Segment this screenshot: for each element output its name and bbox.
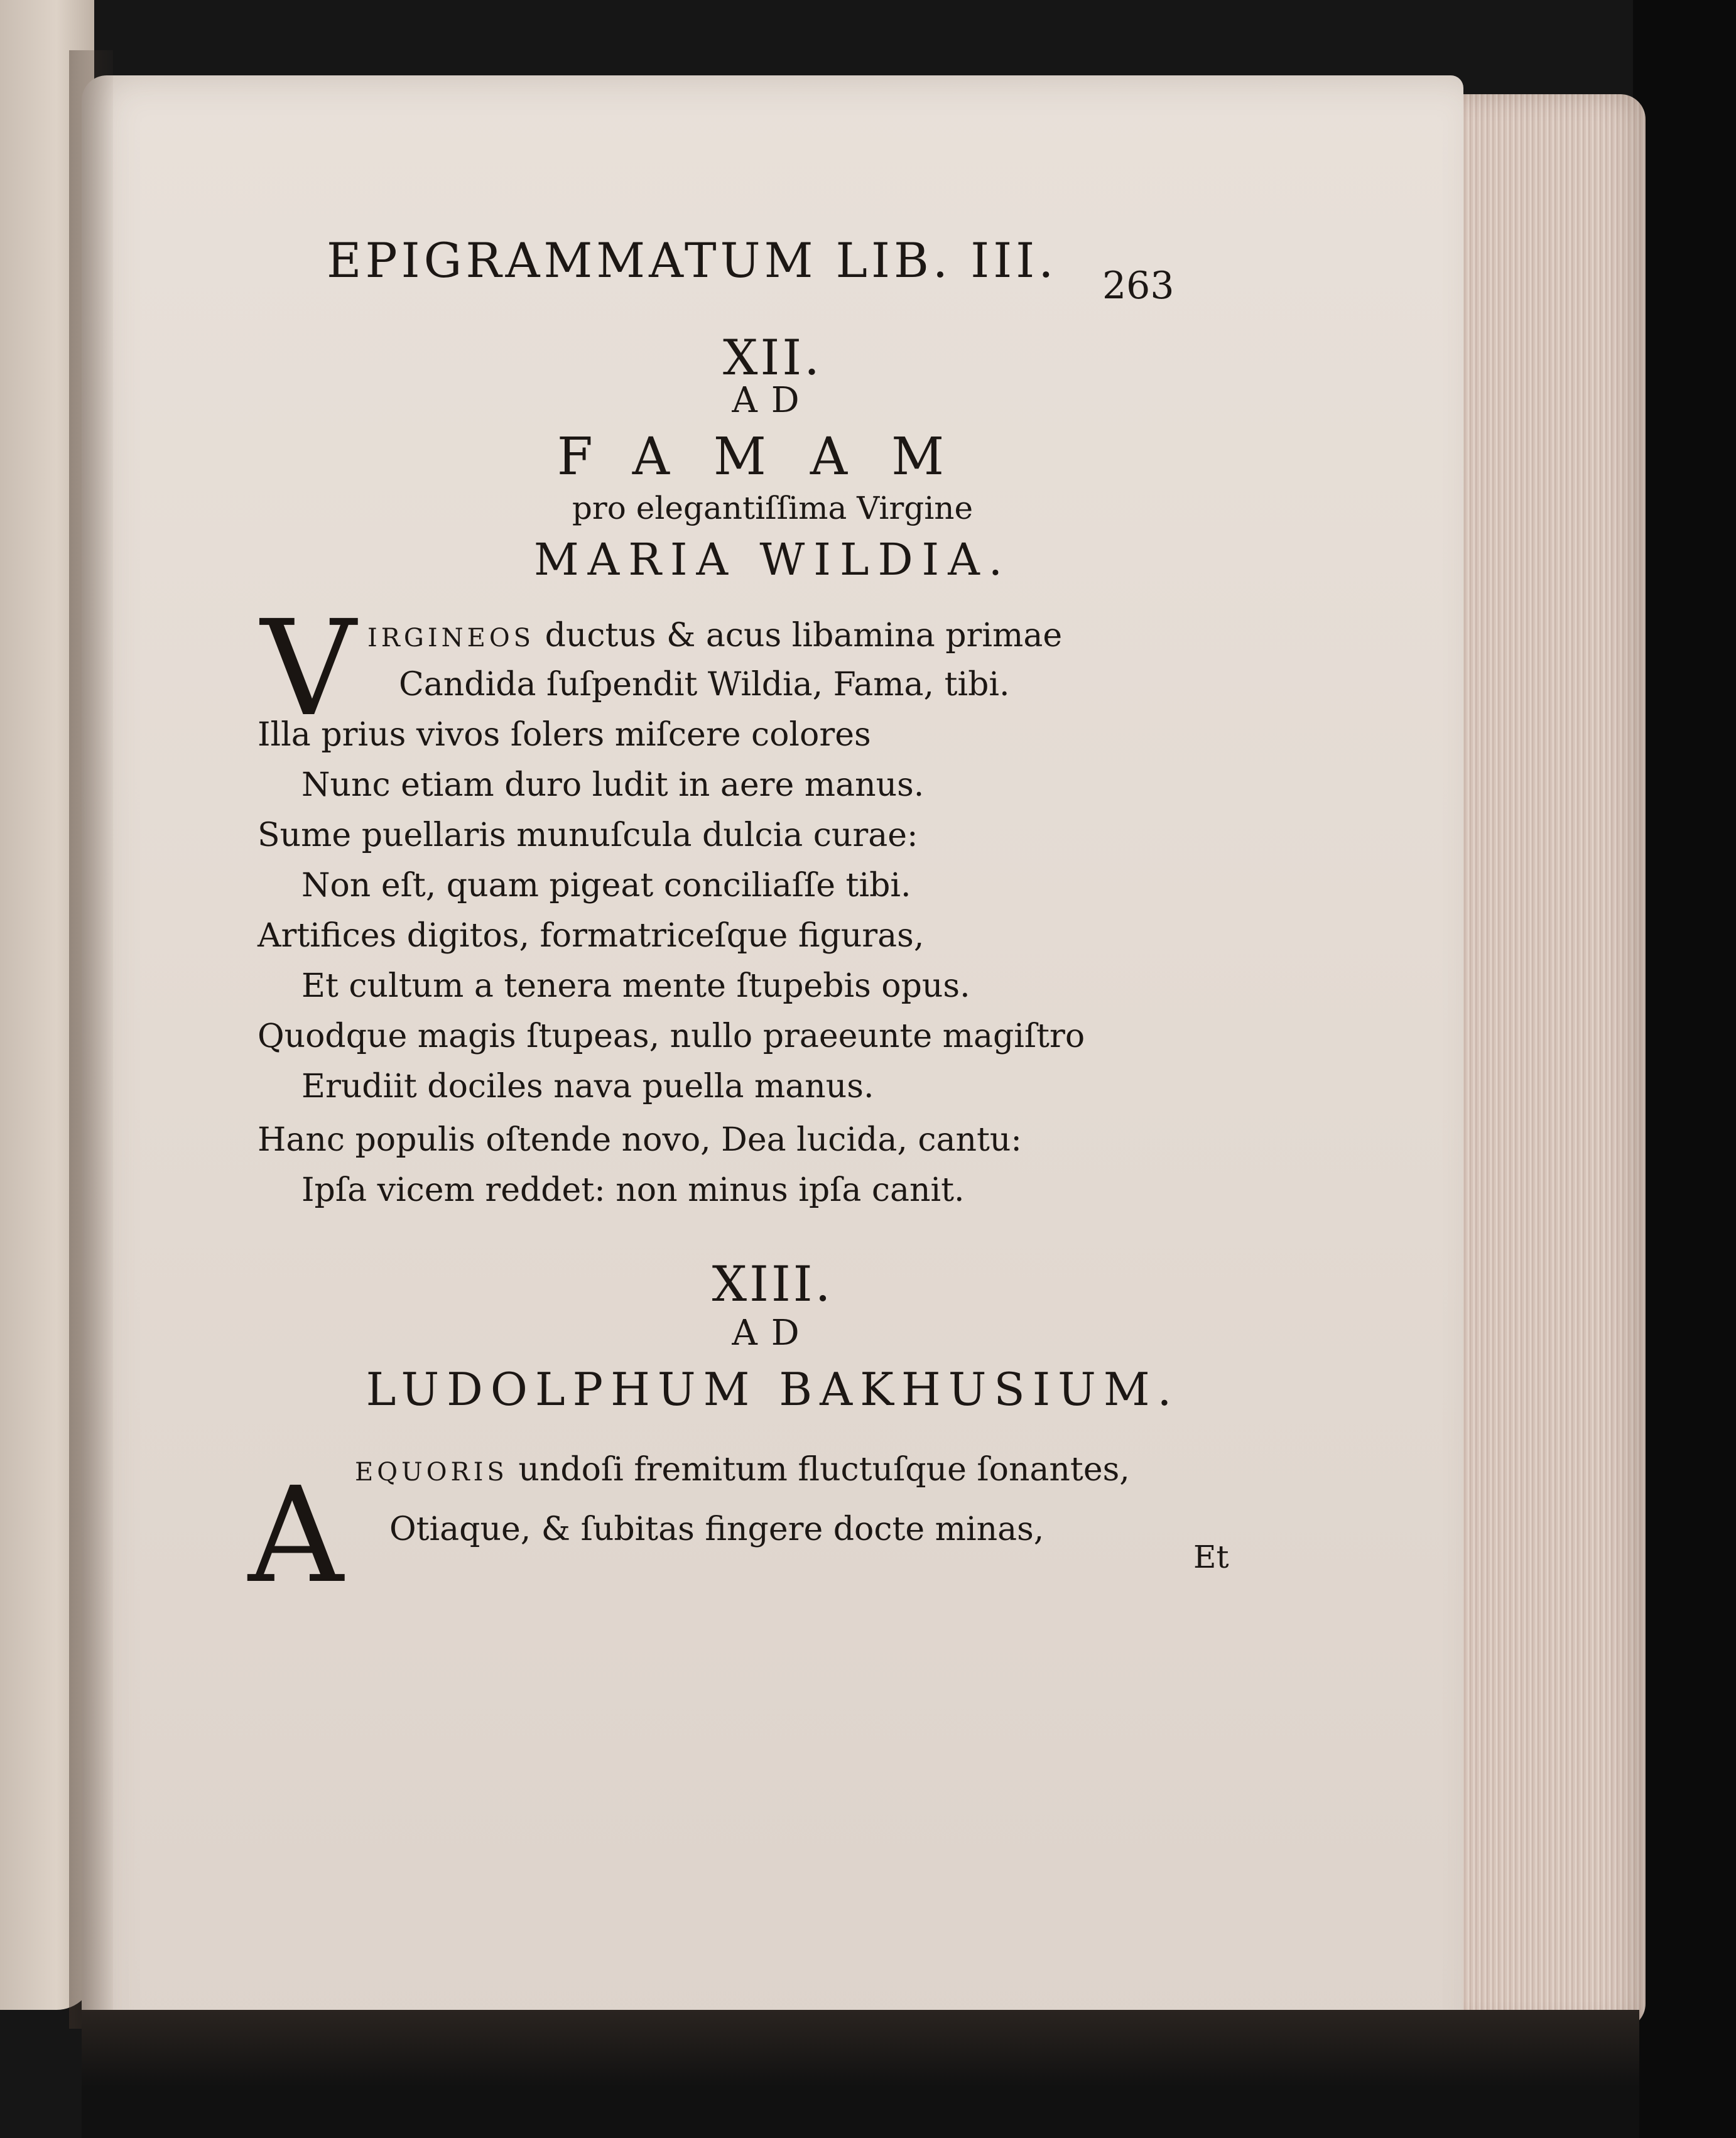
poem-12-line-10: Erudiit dociles nava puella manus. (301, 1068, 874, 1105)
dark-background (1633, 0, 1736, 2138)
poem-12-line-4: Nunc etiam duro ludit in aere manus. (301, 766, 925, 804)
catchword: Et (1193, 1539, 1229, 1575)
poem-12-line-2: Candida ſuſpendit Wildia, Fama, tibi. (399, 666, 1010, 703)
poem-12-line-11: Hanc populis oſtende novo, Dea lucida, cantu: (258, 1121, 1022, 1159)
poem-13-line-2: Otiaque, & ſubitas fingere docte minas, (389, 1511, 1044, 1548)
page-number: 263 (1102, 264, 1175, 308)
poem-13-ad: AD (732, 1313, 813, 1354)
poem-12-line-1-text: ductus & acus libamina primae (545, 617, 1063, 654)
poem-12-line-7: Artifices digitos, formatriceſque figuras, (258, 917, 925, 955)
poem-12-addressee: FAMAM (556, 427, 989, 487)
poem-13-number: XIII. (712, 1256, 833, 1313)
poem-12-line-8: Et cultum a tenera mente ſtupebis opus. (301, 967, 970, 1005)
poem-12-line-3: Illa prius vivos ſolers miſcere colores (258, 716, 871, 754)
poem-12-dedication: pro elegantiſſima Virgine (572, 490, 974, 526)
bottom-shadow (82, 2010, 1639, 2138)
poem-12-line-12: Ipſa vicem reddet: non minus ipſa canit. (301, 1171, 965, 1209)
poem-13-addressee: LUDOLPHUM BAKHUSIUM. (366, 1363, 1180, 1416)
page-block-edges (1438, 94, 1646, 2029)
poem-12-first-word: IRGINEOS (367, 624, 535, 653)
poem-12-number: XII. (723, 330, 822, 386)
poem-13-line-1-text: undoſi fremitum fluctuſque ſonantes, (518, 1451, 1130, 1489)
poem-13-drop-cap: A (248, 1458, 344, 1612)
poem-12-drop-cap: V (261, 592, 356, 746)
poem-12-line-5: Sume puellaris munuſcula dulcia curae: (258, 817, 918, 854)
poem-12-name: MARIA WILDIA. (533, 534, 1012, 585)
poem-13-line-1 (355, 1451, 1130, 1489)
poem-12-ad: AD (732, 380, 813, 421)
poem-12-line-6: Non eſt, quam pigeat conciliaſſe tibi. (301, 867, 911, 904)
poem-12-line-1 (367, 617, 1062, 654)
poem-13-first-word: EQUORIS (355, 1458, 508, 1487)
poem-12-line-9: Quodque magis ſtupeas, nullo praeeunte magiſtro (258, 1017, 1085, 1055)
running-head: EPIGRAMMATUM LIB. III. (327, 232, 1058, 288)
